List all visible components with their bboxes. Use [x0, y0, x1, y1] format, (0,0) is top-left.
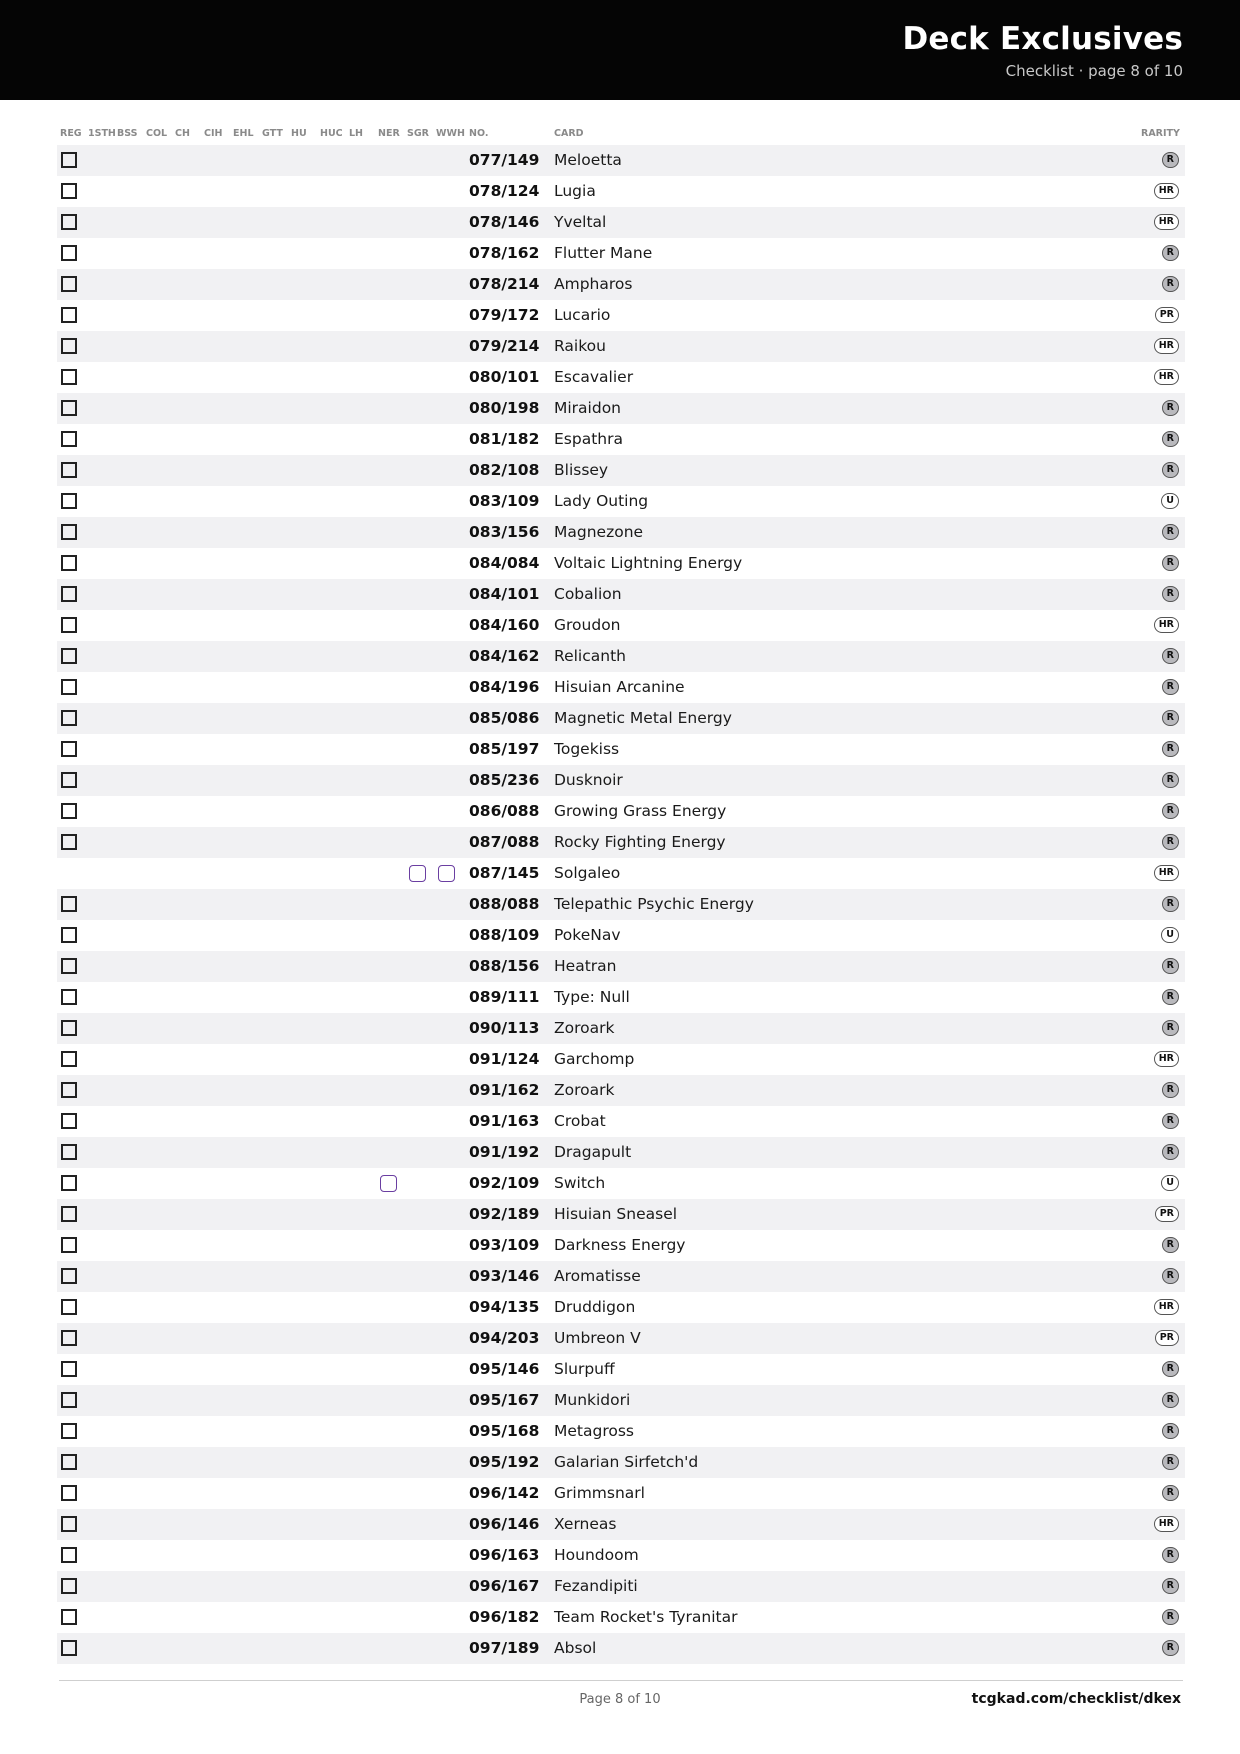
card-number: 093/109 [469, 1236, 540, 1254]
table-row [57, 1230, 1185, 1261]
table-row [57, 1044, 1185, 1075]
rarity-badge: R [1162, 1423, 1179, 1439]
table-row [57, 1509, 1185, 1540]
table-row [57, 1478, 1185, 1509]
rarity-badge: R [1162, 245, 1179, 261]
rarity-badge: R [1162, 1609, 1179, 1625]
reg-checkbox[interactable] [61, 1392, 77, 1408]
table-row [57, 858, 1185, 889]
rarity-badge: R [1162, 1268, 1179, 1284]
rarity-badge: R [1162, 524, 1179, 540]
card-name: Dragapult [554, 1143, 632, 1161]
table-row [57, 393, 1185, 424]
table-row [57, 1447, 1185, 1478]
reg-checkbox[interactable] [61, 586, 77, 602]
card-number: 079/172 [469, 306, 540, 324]
column-header-huc: HUC [320, 128, 343, 139]
card-number: 086/088 [469, 802, 540, 820]
rarity-badge: HR [1154, 183, 1179, 199]
rarity-badge: R [1162, 1237, 1179, 1253]
reg-checkbox[interactable] [61, 803, 77, 819]
card-number: 091/192 [469, 1143, 540, 1161]
rarity-badge: R [1162, 555, 1179, 571]
rarity-badge: HR [1154, 865, 1179, 881]
rarity-badge: R [1162, 1020, 1179, 1036]
card-name: Raikou [554, 337, 606, 355]
rarity-badge: PR [1155, 1206, 1179, 1222]
reg-checkbox[interactable] [61, 1423, 77, 1439]
rarity-badge: HR [1154, 1299, 1179, 1315]
card-number: 083/156 [469, 523, 540, 541]
reg-checkbox[interactable] [61, 1237, 77, 1253]
sgr-checkbox[interactable] [409, 865, 426, 882]
rarity-badge: HR [1154, 1516, 1179, 1532]
card-name: Xerneas [554, 1515, 617, 1533]
table-row [57, 765, 1185, 796]
reg-checkbox[interactable] [61, 772, 77, 788]
card-number: 081/182 [469, 430, 540, 448]
card-number: 084/084 [469, 554, 540, 572]
card-number: 089/111 [469, 988, 540, 1006]
card-name: Crobat [554, 1112, 606, 1130]
rarity-badge: R [1162, 896, 1179, 912]
reg-checkbox[interactable] [61, 183, 77, 199]
table-row [57, 1137, 1185, 1168]
column-header-ehl: EHL [233, 128, 254, 139]
card-number: 091/163 [469, 1112, 540, 1130]
footer-divider [59, 1680, 1183, 1681]
rarity-badge: R [1162, 834, 1179, 850]
card-name: Zoroark [554, 1019, 615, 1037]
card-name: Blissey [554, 461, 609, 479]
column-header-gtt: GTT [262, 128, 283, 139]
reg-checkbox[interactable] [61, 1578, 77, 1594]
column-header-cih: CIH [204, 128, 223, 139]
card-name: Voltaic Lightning Energy [554, 554, 743, 572]
checklist-table [57, 145, 1185, 1664]
rarity-badge: R [1162, 710, 1179, 726]
table-row [57, 641, 1185, 672]
rarity-badge: R [1162, 648, 1179, 664]
card-name: Team Rocket's Tyranitar [554, 1608, 738, 1626]
card-name: Hisuian Sneasel [554, 1205, 678, 1223]
card-number: 096/142 [469, 1484, 540, 1502]
reg-checkbox[interactable] [61, 431, 77, 447]
card-number: 087/088 [469, 833, 540, 851]
table-row [57, 1602, 1185, 1633]
reg-checkbox[interactable] [61, 245, 77, 261]
column-header-ner: NER [378, 128, 400, 139]
card-number: 097/189 [469, 1639, 540, 1657]
reg-checkbox[interactable] [61, 1330, 77, 1346]
reg-checkbox[interactable] [61, 1609, 77, 1625]
card-number: 078/146 [469, 213, 540, 231]
reg-checkbox[interactable] [61, 648, 77, 664]
card-number: 084/196 [469, 678, 540, 696]
rarity-badge: R [1162, 1485, 1179, 1501]
card-number: 091/162 [469, 1081, 540, 1099]
rarity-badge: U [1161, 1175, 1179, 1191]
card-name: Zoroark [554, 1081, 615, 1099]
rarity-badge: R [1162, 400, 1179, 416]
column-header-col: COL [146, 128, 168, 139]
card-name: Lugia [554, 182, 596, 200]
reg-checkbox[interactable] [61, 152, 77, 168]
card-number: 093/146 [469, 1267, 540, 1285]
table-row [57, 517, 1185, 548]
card-name: Switch [554, 1174, 606, 1192]
card-name: Growing Grass Energy [554, 802, 727, 820]
card-name: Relicanth [554, 647, 626, 665]
table-row [57, 207, 1185, 238]
table-row [57, 1385, 1185, 1416]
table-row [57, 889, 1185, 920]
reg-checkbox[interactable] [61, 369, 77, 385]
card-name: Telepathic Psychic Energy [554, 895, 754, 913]
card-number: 090/113 [469, 1019, 540, 1037]
card-name: Galarian Sirfetch'd [554, 1453, 699, 1471]
card-name: Type: Null [554, 988, 630, 1006]
card-name: Druddigon [554, 1298, 636, 1316]
column-header-hu: HU [291, 128, 307, 139]
rarity-badge: R [1162, 958, 1179, 974]
table-row [57, 1416, 1185, 1447]
rarity-badge: R [1162, 586, 1179, 602]
card-name: Darkness Energy [554, 1236, 686, 1254]
card-name: Solgaleo [554, 864, 621, 882]
card-name: Magnetic Metal Energy [554, 709, 732, 727]
card-name: Hisuian Arcanine [554, 678, 685, 696]
rarity-badge: PR [1155, 1330, 1179, 1346]
reg-checkbox[interactable] [61, 462, 77, 478]
card-number: 095/192 [469, 1453, 540, 1471]
reg-checkbox[interactable] [61, 555, 77, 571]
rarity-badge: R [1162, 1578, 1179, 1594]
table-row [57, 362, 1185, 393]
rarity-badge: R [1162, 741, 1179, 757]
rarity-badge: U [1161, 493, 1179, 509]
rarity-badge: R [1162, 772, 1179, 788]
card-number: 078/214 [469, 275, 540, 293]
card-number: 082/108 [469, 461, 540, 479]
reg-checkbox[interactable] [61, 1640, 77, 1656]
rarity-badge: R [1162, 1392, 1179, 1408]
table-row [57, 424, 1185, 455]
reg-checkbox[interactable] [61, 214, 77, 230]
column-header-rarity: RARITY [1141, 128, 1180, 139]
reg-checkbox[interactable] [61, 896, 77, 912]
reg-checkbox[interactable] [61, 1516, 77, 1532]
table-row [57, 269, 1185, 300]
reg-checkbox[interactable] [61, 1485, 77, 1501]
page-subtitle: Checklist · page 8 of 10 [1005, 62, 1183, 80]
card-name: Aromatisse [554, 1267, 641, 1285]
column-header-no: NO. [469, 128, 489, 139]
table-row [57, 1633, 1185, 1664]
reg-checkbox[interactable] [61, 989, 77, 1005]
table-row [57, 796, 1185, 827]
table-row [57, 703, 1185, 734]
reg-checkbox[interactable] [61, 1299, 77, 1315]
rarity-badge: U [1161, 927, 1179, 943]
table-row [57, 1323, 1185, 1354]
card-name: Yveltal [554, 213, 607, 231]
reg-checkbox[interactable] [61, 1268, 77, 1284]
reg-checkbox[interactable] [61, 1175, 77, 1191]
page-header [0, 0, 1240, 100]
column-header-lh: LH [349, 128, 364, 139]
card-name: Garchomp [554, 1050, 635, 1068]
card-number: 095/167 [469, 1391, 540, 1409]
card-number: 080/198 [469, 399, 540, 417]
rarity-badge: R [1162, 1113, 1179, 1129]
column-header-ch: CH [175, 128, 190, 139]
card-number: 078/162 [469, 244, 540, 262]
rarity-badge: R [1162, 152, 1179, 168]
card-number: 085/236 [469, 771, 540, 789]
table-row [57, 176, 1185, 207]
reg-checkbox[interactable] [61, 958, 77, 974]
reg-checkbox[interactable] [61, 1144, 77, 1160]
table-row [57, 1540, 1185, 1571]
card-number: 083/109 [469, 492, 540, 510]
card-name: Houndoom [554, 1546, 639, 1564]
card-name: Meloetta [554, 151, 622, 169]
table-row [57, 1013, 1185, 1044]
card-number: 084/162 [469, 647, 540, 665]
reg-checkbox[interactable] [61, 524, 77, 540]
card-name: Absol [554, 1639, 597, 1657]
rarity-badge: R [1162, 1144, 1179, 1160]
table-row [57, 1075, 1185, 1106]
reg-checkbox[interactable] [61, 617, 77, 633]
reg-checkbox[interactable] [61, 834, 77, 850]
table-row [57, 982, 1185, 1013]
card-name: Lady Outing [554, 492, 649, 510]
card-name: Espathra [554, 430, 623, 448]
card-number: 094/135 [469, 1298, 540, 1316]
rarity-badge: HR [1154, 369, 1179, 385]
card-name: Fezandipiti [554, 1577, 638, 1595]
card-number: 077/149 [469, 151, 540, 169]
card-number: 088/088 [469, 895, 540, 913]
rarity-badge: R [1162, 431, 1179, 447]
column-header-sgr: SGR [407, 128, 429, 139]
table-row [57, 1168, 1185, 1199]
table-row [57, 1261, 1185, 1292]
card-name: Slurpuff [554, 1360, 615, 1378]
reg-checkbox[interactable] [61, 1051, 77, 1067]
table-row [57, 827, 1185, 858]
table-row [57, 1571, 1185, 1602]
rarity-badge: R [1162, 276, 1179, 292]
rarity-badge: HR [1154, 214, 1179, 230]
card-name: Dusknoir [554, 771, 623, 789]
rarity-badge: R [1162, 1547, 1179, 1563]
reg-checkbox[interactable] [61, 1361, 77, 1377]
table-row [57, 1106, 1185, 1137]
ner-checkbox[interactable] [380, 1175, 397, 1192]
card-name: Magnezone [554, 523, 644, 541]
reg-checkbox[interactable] [61, 1206, 77, 1222]
rarity-badge: R [1162, 803, 1179, 819]
table-row [57, 1292, 1185, 1323]
card-name: Togekiss [554, 740, 620, 758]
footer-page-number: Page 8 of 10 [579, 1692, 661, 1707]
card-name: Metagross [554, 1422, 634, 1440]
table-row [57, 331, 1185, 362]
column-header-card: CARD [554, 128, 584, 139]
card-number: 091/124 [469, 1050, 540, 1068]
card-number: 096/182 [469, 1608, 540, 1626]
card-number: 084/101 [469, 585, 540, 603]
rarity-badge: R [1162, 679, 1179, 695]
card-name: Heatran [554, 957, 617, 975]
table-row [57, 1354, 1185, 1385]
card-number: 085/086 [469, 709, 540, 727]
column-header-wwh: WWH [436, 128, 465, 139]
card-number: 096/167 [469, 1577, 540, 1595]
reg-checkbox[interactable] [61, 741, 77, 757]
table-row [57, 238, 1185, 269]
table-row [57, 455, 1185, 486]
reg-checkbox[interactable] [61, 493, 77, 509]
column-header-bss: BSS [117, 128, 138, 139]
reg-checkbox[interactable] [61, 1020, 77, 1036]
card-name: Grimmsnarl [554, 1484, 645, 1502]
card-number: 095/146 [469, 1360, 540, 1378]
reg-checkbox[interactable] [61, 927, 77, 943]
rarity-badge: HR [1154, 338, 1179, 354]
reg-checkbox[interactable] [61, 710, 77, 726]
table-row [57, 548, 1185, 579]
column-header-reg: REG [60, 128, 82, 139]
wwh-checkbox[interactable] [438, 865, 455, 882]
reg-checkbox[interactable] [61, 679, 77, 695]
table-row [57, 951, 1185, 982]
card-name: Ampharos [554, 275, 633, 293]
card-number: 092/189 [469, 1205, 540, 1223]
card-number: 079/214 [469, 337, 540, 355]
card-name: PokeNav [554, 926, 621, 944]
card-name: Umbreon V [554, 1329, 641, 1347]
card-number: 094/203 [469, 1329, 540, 1347]
card-name: Escavalier [554, 368, 634, 386]
rarity-badge: R [1162, 1082, 1179, 1098]
card-name: Rocky Fighting Energy [554, 833, 726, 851]
rarity-badge: HR [1154, 617, 1179, 633]
card-name: Groudon [554, 616, 621, 634]
card-number: 096/146 [469, 1515, 540, 1533]
rarity-badge: HR [1154, 1051, 1179, 1067]
rarity-badge: R [1162, 1640, 1179, 1656]
reg-checkbox[interactable] [61, 1547, 77, 1563]
rarity-badge: R [1162, 1361, 1179, 1377]
rarity-badge: R [1162, 989, 1179, 1005]
card-number: 084/160 [469, 616, 540, 634]
card-number: 096/163 [469, 1546, 540, 1564]
reg-checkbox[interactable] [61, 276, 77, 292]
card-name: Flutter Mane [554, 244, 653, 262]
reg-checkbox[interactable] [61, 307, 77, 323]
reg-checkbox[interactable] [61, 1082, 77, 1098]
table-row [57, 486, 1185, 517]
reg-checkbox[interactable] [61, 1113, 77, 1129]
table-row [57, 610, 1185, 641]
card-number: 088/156 [469, 957, 540, 975]
reg-checkbox[interactable] [61, 1454, 77, 1470]
table-row [57, 920, 1185, 951]
table-row [57, 579, 1185, 610]
card-number: 088/109 [469, 926, 540, 944]
reg-checkbox[interactable] [61, 400, 77, 416]
card-number: 087/145 [469, 864, 540, 882]
rarity-badge: PR [1155, 307, 1179, 323]
page-title: Deck Exclusives [902, 21, 1183, 57]
table-row [57, 145, 1185, 176]
rarity-badge: R [1162, 462, 1179, 478]
card-name: Munkidori [554, 1391, 631, 1409]
reg-checkbox[interactable] [61, 338, 77, 354]
table-row [57, 300, 1185, 331]
card-name: Cobalion [554, 585, 622, 603]
table-row [57, 672, 1185, 703]
card-name: Lucario [554, 306, 611, 324]
card-number: 095/168 [469, 1422, 540, 1440]
card-name: Miraidon [554, 399, 622, 417]
table-row [57, 1199, 1185, 1230]
card-number: 080/101 [469, 368, 540, 386]
column-header-1sth: 1STH [88, 128, 116, 139]
card-number: 078/124 [469, 182, 540, 200]
table-row [57, 734, 1185, 765]
card-number: 092/109 [469, 1174, 540, 1192]
footer-url[interactable]: tcgkad.com/checklist/dkex [971, 1691, 1181, 1707]
card-number: 085/197 [469, 740, 540, 758]
rarity-badge: R [1162, 1454, 1179, 1470]
